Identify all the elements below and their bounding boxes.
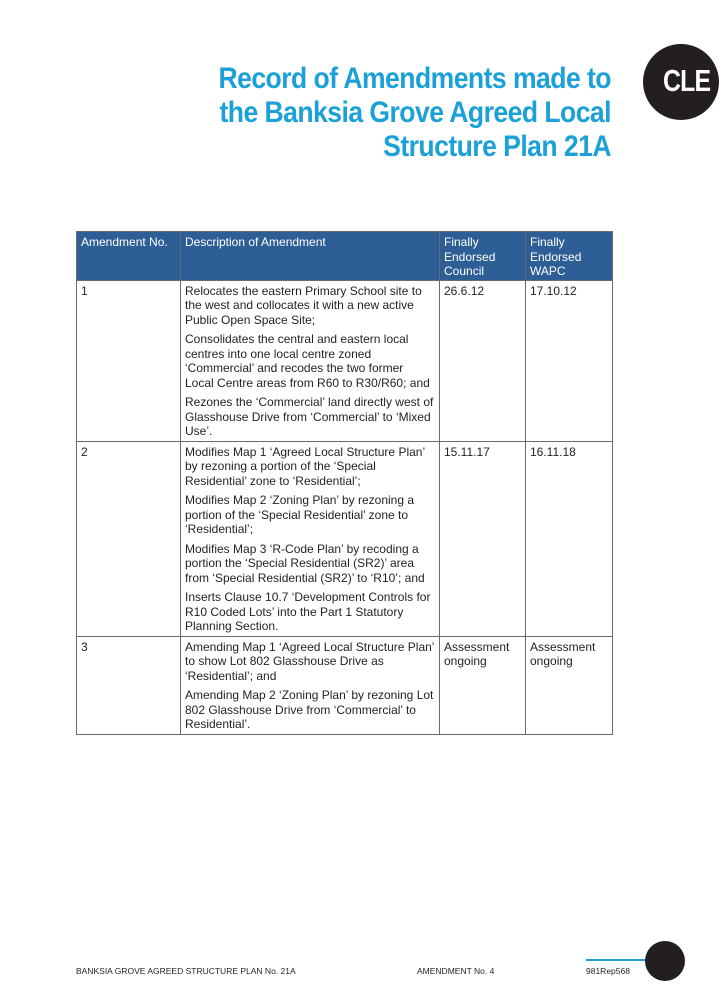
- description-paragraph: Modifies Map 3 ‘R-Code Plan’ by recoding a portion the ‘Special Residential (SR2)’ area from ‘Special Residential (SR2)’ to ‘R10’; and: [185, 541, 425, 585]
- description-paragraph: Amending Map 2 ‘Zoning Plan’ by rezoning Lot 802 Glasshouse Drive from ‘Commercial’ to Residential’.: [185, 688, 434, 731]
- amendment-number: 2: [77, 441, 181, 636]
- description-paragraph: Amending Map 1 ‘Agreed Local Structure Plan’ to show Lot 802 Glasshouse Drive as ‘Residential’; and: [185, 639, 435, 683]
- council-endorsed-date: 26.6.12: [440, 280, 526, 441]
- footer-amendment-number: AMENDMENT No. 4: [417, 966, 495, 976]
- wapc-endorsed-date: 17.10.12: [526, 280, 613, 441]
- description-paragraph: Modifies Map 2 ‘Zoning Plan’ by rezoning a portion of the ‘Special Residential’ zone to ‘Residential’;: [185, 493, 415, 536]
- amendments-table: [76, 231, 613, 735]
- table-row: [77, 636, 613, 734]
- amendment-number: 3: [77, 636, 181, 734]
- page-title: [188, 62, 611, 164]
- footer-report-code: 981Rep568: [586, 966, 630, 976]
- table-header-row: [77, 232, 613, 281]
- council-endorsed-date: 15.11.17: [440, 441, 526, 636]
- header-endorsed-council: Finally Endorsed Council: [440, 232, 526, 281]
- header-endorsed-wapc: Finally Endorsed WAPC: [526, 232, 613, 281]
- header-description: Description of Amendment: [181, 232, 440, 281]
- footer-circle-mark: [645, 941, 685, 981]
- page-title-line: Structure Plan 21A: [383, 130, 611, 163]
- page-title-line: Record of Amendments made to: [218, 62, 611, 95]
- description-paragraph: Rezones the ‘Commercial’ land directly west of Glasshouse Drive from ‘Commercial’ to ‘Mixed Use’.: [185, 395, 434, 438]
- description-paragraph: Inserts Clause 10.7 ‘Development Controls for R10 Coded Lots’ into the Part 1 Statutory Planning Section.: [185, 590, 431, 633]
- amendment-description: [181, 280, 440, 441]
- description-paragraph: Consolidates the central and eastern local centres into one local centre zoned ‘Commercial’ and recodes the two former Local Centre areas from R60 to R30/R60; and: [185, 332, 430, 390]
- description-paragraph: Modifies Map 1 ‘Agreed Local Structure Plan’ by rezoning a portion of the ‘Special Residential’ zone to ‘Residential’;: [185, 444, 425, 488]
- page-title-line: the Banksia Grove Agreed Local: [219, 96, 612, 129]
- amendment-number: 1: [77, 280, 181, 441]
- amendment-description: [181, 441, 440, 636]
- cle-logo-text: CLE: [663, 63, 711, 98]
- wapc-endorsed-status: Assessment ongoing: [526, 636, 613, 734]
- table-row: [77, 280, 613, 441]
- table-row: [77, 441, 613, 636]
- description-paragraph: Relocates the eastern Primary School site to the west and collocates it with a new active Public Open Space Site;: [185, 283, 422, 327]
- amendment-description: [181, 636, 440, 734]
- cle-logo: [643, 44, 719, 120]
- footer-document-title: BANKSIA GROVE AGREED STRUCTURE PLAN No. 21A: [76, 966, 296, 976]
- header-amendment-no: Amendment No.: [77, 232, 181, 281]
- council-endorsed-status: Assessment ongoing: [440, 636, 526, 734]
- wapc-endorsed-date: 16.11.18: [526, 441, 613, 636]
